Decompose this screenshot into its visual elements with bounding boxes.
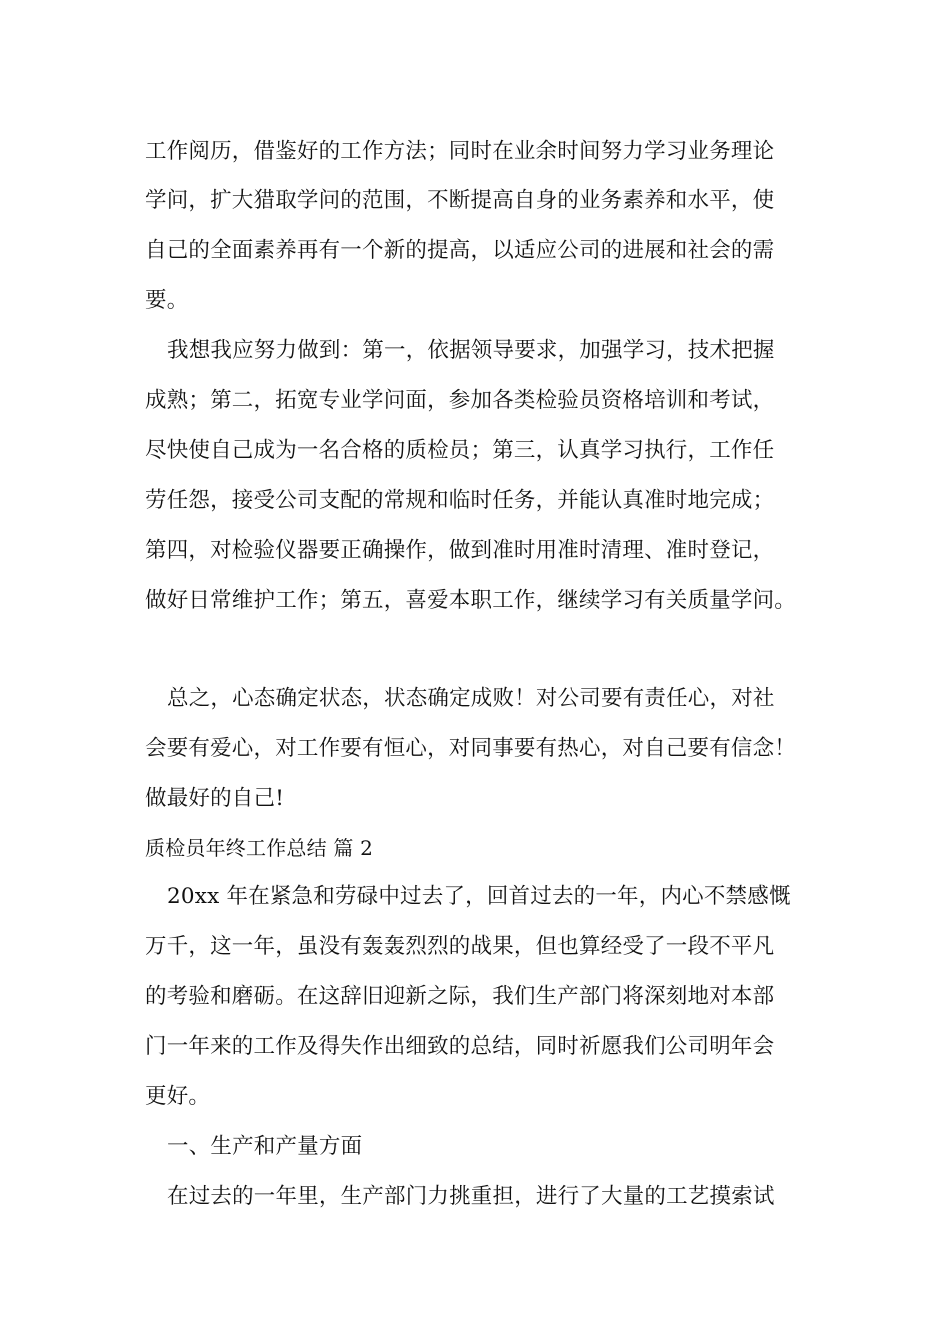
para1-line-2: 学问，扩大猎取学问的范围，不断提高自身的业务素养和水平，使 [145, 188, 775, 213]
para2-line-3: 尽快使自己成为一名合格的质检员；第三，认真学习执行，工作任 [145, 438, 775, 463]
para5-line-1: 在过去的一年里，生产部门力挑重担，进行了大量的工艺摸索试 [167, 1184, 775, 1209]
para4-line-1: 20xx 年在紧急和劳碌中过去了，回首过去的一年，内心不禁感慨 [167, 884, 791, 909]
para2-line-1: 我想我应努力做到：第一，依据领导要求，加强学习，技术把握 [167, 338, 775, 363]
para1-line-4: 要。 [145, 288, 189, 313]
para4-line-4: 门一年来的工作及得失作出细致的总结，同时祈愿我们公司明年会 [145, 1034, 775, 1059]
para1-line-1: 工作阅历，借鉴好的工作方法；同时在业余时间努力学习业务理论 [145, 139, 775, 164]
para2-line-4: 劳任怨，接受公司支配的常规和临时任务，并能认真准时地完成； [145, 488, 775, 513]
para2-line-2: 成熟；第二，拓宽专业学问面，参加各类检验员资格培训和考试， [145, 388, 775, 413]
para3-line-3: 做最好的自己! [145, 786, 285, 811]
para1-line-3: 自己的全面素养再有一个新的提高，以适应公司的进展和社会的需 [145, 238, 775, 263]
subsection-heading: 一、生产和产量方面 [167, 1134, 363, 1159]
para4-line-5: 更好。 [145, 1084, 211, 1109]
para2-line-6: 做好日常维护工作；第五，喜爱本职工作，继续学习有关质量学问。 [145, 588, 797, 613]
para4-line-2: 万千，这一年，虽没有轰轰烈烈的战果，但也算经受了一段不平凡 [145, 934, 775, 959]
para3-line-2: 会要有爱心，对工作要有恒心，对同事要有热心，对自己要有信念！ [145, 736, 797, 761]
para2-line-5: 第四，对检验仪器要正确操作，做到准时用准时清理、准时登记， [145, 538, 775, 563]
para3-line-1: 总之，心态确定状态，状态确定成败！对公司要有责任心，对社 [167, 686, 775, 711]
section-heading: 质检员年终工作总结 篇 2 [145, 836, 374, 860]
para4-line-3: 的考验和磨砺。在这辞旧迎新之际，我们生产部门将深刻地对本部 [145, 984, 775, 1009]
